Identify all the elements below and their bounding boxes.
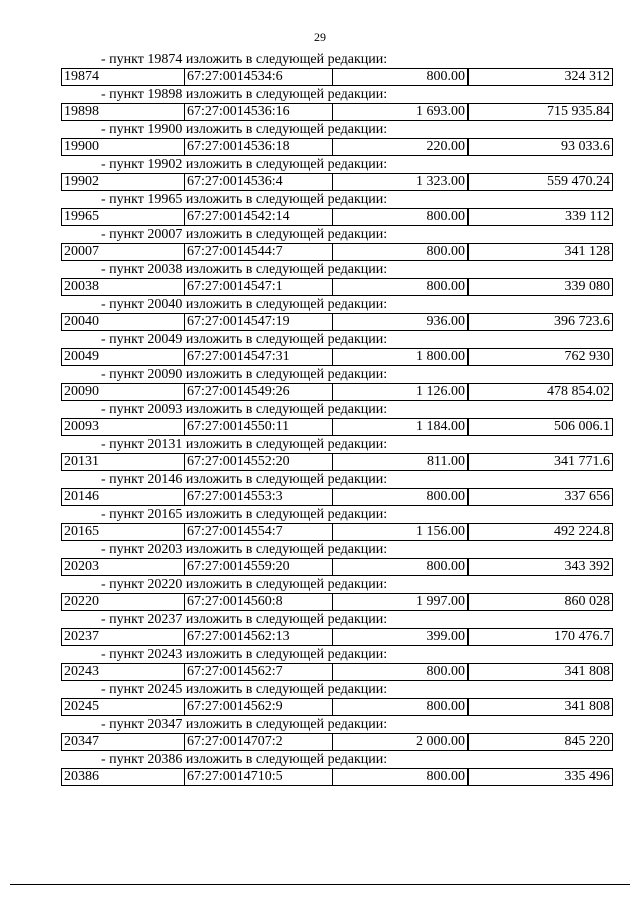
caption-suffix: изложить в следующей редакции: [185, 332, 388, 347]
cell-cadastral-value: 396 723.6 [554, 314, 610, 329]
cell-item-number: 20146 [62, 489, 185, 505]
caption-item-number: 20090 [147, 367, 183, 382]
cell-item-number: 20245 [62, 699, 185, 715]
caption-item-number: 20386 [147, 752, 183, 767]
cell-item-number: 20386 [62, 769, 185, 785]
cell-cadastral-value: 335 496 [564, 769, 610, 784]
caption-item-number: 19902 [147, 157, 183, 172]
table-row [61, 768, 613, 786]
caption-suffix: изложить в следующей редакции: [185, 262, 388, 277]
caption-prefix: - пункт [101, 332, 144, 347]
footer-rule [10, 884, 630, 885]
cell-cadastral-number: 67:27:0014547:19 [185, 314, 333, 330]
cell-area: 800.00 [333, 664, 469, 680]
cell-item-number: 20007 [62, 244, 185, 260]
cell-item-number: 19965 [62, 209, 185, 225]
caption-prefix: - пункт [101, 542, 144, 557]
caption-suffix: изложить в следующей редакции: [185, 717, 388, 732]
amendment-entry [61, 157, 613, 192]
amendments-list [61, 52, 613, 787]
cell-item-number: 20347 [62, 734, 185, 750]
amendment-caption [61, 472, 613, 488]
cell-item-number: 20049 [62, 349, 185, 365]
cell-cadastral-number: 67:27:0014536:4 [185, 174, 333, 190]
cell-area: 936.00 [333, 314, 469, 330]
amendment-caption [61, 577, 613, 593]
caption-prefix: - пункт [101, 507, 144, 522]
caption-prefix: - пункт [101, 682, 144, 697]
cell-area: 800.00 [333, 559, 469, 575]
caption-suffix: изложить в следующей редакции: [185, 682, 388, 697]
cell-cadastral-number: 67:27:0014542:14 [185, 209, 333, 225]
caption-suffix: изложить в следующей редакции: [185, 437, 388, 452]
cell-cadastral-value: 559 470.24 [547, 174, 610, 189]
cell-item-number: 20203 [62, 559, 185, 575]
table-row [61, 663, 613, 681]
amendment-entry [61, 717, 613, 752]
amendment-caption [61, 332, 613, 348]
table-row [61, 173, 613, 191]
table-row [61, 348, 613, 366]
caption-suffix: изложить в следующей редакции: [185, 647, 388, 662]
amendment-entry [61, 437, 613, 472]
amendment-entry [61, 472, 613, 507]
cell-area: 800.00 [333, 489, 469, 505]
caption-item-number: 20040 [147, 297, 183, 312]
cell-area: 399.00 [333, 629, 469, 645]
cell-item-number: 20131 [62, 454, 185, 470]
cell-item-number: 20038 [62, 279, 185, 295]
caption-prefix: - пункт [101, 612, 144, 627]
caption-suffix: изложить в следующей редакции: [185, 542, 388, 557]
cell-area: 800.00 [333, 244, 469, 260]
cell-cadastral-number: 67:27:0014707:2 [185, 734, 333, 750]
cell-area: 1 126.00 [333, 384, 469, 400]
caption-prefix: - пункт [101, 52, 144, 67]
caption-suffix: изложить в следующей редакции: [185, 297, 388, 312]
amendment-entry [61, 577, 613, 612]
amendment-caption [61, 402, 613, 418]
cell-cadastral-number: 67:27:0014536:16 [185, 104, 333, 120]
cell-item-number: 20165 [62, 524, 185, 540]
table-row [61, 523, 613, 541]
table-row [61, 138, 613, 156]
cell-item-number: 19902 [62, 174, 185, 190]
caption-prefix: - пункт [101, 752, 144, 767]
amendment-entry [61, 402, 613, 437]
cell-cadastral-number: 67:27:0014562:9 [185, 699, 333, 715]
cell-cadastral-value: 93 033.6 [561, 139, 610, 154]
caption-prefix: - пункт [101, 647, 144, 662]
cell-cadastral-value: 341 771.6 [554, 454, 610, 469]
table-row [61, 68, 613, 86]
amendment-entry [61, 227, 613, 262]
table-row [61, 593, 613, 611]
cell-item-number: 20237 [62, 629, 185, 645]
cell-cadastral-value: 339 112 [565, 209, 610, 224]
cell-cadastral-number: 67:27:0014547:31 [185, 349, 333, 365]
amendment-caption [61, 647, 613, 663]
caption-suffix: изложить в следующей редакции: [185, 227, 388, 242]
cell-area: 800.00 [333, 699, 469, 715]
caption-prefix: - пункт [101, 297, 144, 312]
caption-item-number: 20203 [147, 542, 183, 557]
caption-prefix: - пункт [101, 227, 144, 242]
caption-item-number: 20165 [147, 507, 183, 522]
caption-prefix: - пункт [101, 437, 144, 452]
cell-cadastral-number: 67:27:0014710:5 [185, 769, 333, 785]
cell-cadastral-number: 67:27:0014559:20 [185, 559, 333, 575]
cell-cadastral-number: 67:27:0014536:18 [185, 139, 333, 155]
cell-cadastral-number: 67:27:0014544:7 [185, 244, 333, 260]
cell-cadastral-value: 845 220 [564, 734, 610, 749]
table-row [61, 558, 613, 576]
cell-item-number: 20040 [62, 314, 185, 330]
amendment-caption [61, 52, 613, 68]
cell-area: 1 997.00 [333, 594, 469, 610]
cell-cadastral-value: 715 935.84 [547, 104, 610, 119]
amendment-caption [61, 682, 613, 698]
amendment-entry [61, 612, 613, 647]
caption-prefix: - пункт [101, 402, 144, 417]
cell-area: 1 693.00 [333, 104, 469, 120]
amendment-caption [61, 437, 613, 453]
caption-suffix: изложить в следующей редакции: [185, 52, 388, 67]
amendment-entry [61, 297, 613, 332]
caption-suffix: изложить в следующей редакции: [185, 87, 388, 102]
caption-suffix: изложить в следующей редакции: [185, 192, 388, 207]
cell-item-number: 19874 [62, 69, 185, 85]
caption-item-number: 20146 [147, 472, 183, 487]
amendment-entry [61, 52, 613, 87]
amendment-caption [61, 717, 613, 733]
cell-cadastral-value: 492 224.8 [554, 524, 610, 539]
cell-cadastral-value: 324 312 [564, 69, 610, 84]
cell-item-number: 20090 [62, 384, 185, 400]
cell-cadastral-number: 67:27:0014549:26 [185, 384, 333, 400]
amendment-entry [61, 682, 613, 717]
caption-prefix: - пункт [101, 717, 144, 732]
cell-area: 1 184.00 [333, 419, 469, 435]
cell-area: 800.00 [333, 769, 469, 785]
caption-item-number: 20245 [147, 682, 183, 697]
cell-cadastral-value: 337 656 [564, 489, 610, 504]
caption-item-number: 20237 [147, 612, 183, 627]
table-row [61, 278, 613, 296]
cell-cadastral-value: 762 930 [564, 349, 610, 364]
caption-item-number: 20131 [147, 437, 183, 452]
caption-suffix: изложить в следующей редакции: [185, 367, 388, 382]
amendment-caption [61, 507, 613, 523]
amendment-entry [61, 542, 613, 577]
caption-prefix: - пункт [101, 192, 144, 207]
table-row [61, 488, 613, 506]
caption-suffix: изложить в следующей редакции: [185, 402, 388, 417]
cell-item-number: 19900 [62, 139, 185, 155]
cell-cadastral-value: 343 392 [564, 559, 610, 574]
cell-cadastral-number: 67:27:0014562:13 [185, 629, 333, 645]
cell-area: 811.00 [333, 454, 469, 470]
cell-cadastral-value: 339 080 [564, 279, 610, 294]
caption-item-number: 20038 [147, 262, 183, 277]
amendment-caption [61, 122, 613, 138]
caption-item-number: 19874 [147, 52, 183, 67]
amendment-caption [61, 157, 613, 173]
amendment-caption [61, 752, 613, 768]
cell-area: 800.00 [333, 69, 469, 85]
caption-suffix: изложить в следующей редакции: [185, 577, 388, 592]
cell-cadastral-value: 170 476.7 [554, 629, 610, 644]
cell-cadastral-value: 341 808 [564, 699, 610, 714]
cell-item-number: 20220 [62, 594, 185, 610]
table-row [61, 383, 613, 401]
amendment-entry [61, 87, 613, 122]
amendment-entry [61, 332, 613, 367]
caption-prefix: - пункт [101, 367, 144, 382]
caption-suffix: изложить в следующей редакции: [185, 612, 388, 627]
cell-cadastral-value: 341 128 [564, 244, 610, 259]
caption-prefix: - пункт [101, 577, 144, 592]
cell-item-number: 20243 [62, 664, 185, 680]
cell-area: 2 000.00 [333, 734, 469, 750]
caption-suffix: изложить в следующей редакции: [185, 752, 388, 767]
caption-suffix: изложить в следующей редакции: [185, 157, 388, 172]
amendment-entry [61, 192, 613, 227]
cell-item-number: 20093 [62, 419, 185, 435]
amendment-caption [61, 87, 613, 103]
cell-area: 220.00 [333, 139, 469, 155]
table-row [61, 733, 613, 751]
amendment-caption [61, 612, 613, 628]
table-row [61, 313, 613, 331]
cell-cadastral-value: 506 006.1 [554, 419, 610, 434]
caption-prefix: - пункт [101, 262, 144, 277]
amendment-caption [61, 367, 613, 383]
cell-cadastral-number: 67:27:0014553:3 [185, 489, 333, 505]
amendment-entry [61, 507, 613, 542]
cell-cadastral-number: 67:27:0014534:6 [185, 69, 333, 85]
cell-cadastral-number: 67:27:0014562:7 [185, 664, 333, 680]
table-row [61, 243, 613, 261]
caption-prefix: - пункт [101, 472, 144, 487]
cell-cadastral-number: 67:27:0014547:1 [185, 279, 333, 295]
cell-area: 800.00 [333, 209, 469, 225]
caption-item-number: 20007 [147, 227, 183, 242]
cell-area: 1 800.00 [333, 349, 469, 365]
caption-item-number: 19898 [147, 87, 183, 102]
cell-area: 1 323.00 [333, 174, 469, 190]
amendment-caption [61, 297, 613, 313]
amendment-entry [61, 122, 613, 157]
caption-item-number: 19900 [147, 122, 183, 137]
page-number: 29 [314, 30, 326, 44]
cell-area: 800.00 [333, 279, 469, 295]
cell-cadastral-value: 478 854.02 [547, 384, 610, 399]
amendment-entry [61, 647, 613, 682]
table-row [61, 453, 613, 471]
caption-item-number: 19965 [147, 192, 183, 207]
amendment-caption [61, 227, 613, 243]
caption-item-number: 20093 [147, 402, 183, 417]
cell-cadastral-number: 67:27:0014554:7 [185, 524, 333, 540]
caption-suffix: изложить в следующей редакции: [185, 507, 388, 522]
amendment-caption [61, 542, 613, 558]
amendment-entry [61, 262, 613, 297]
caption-prefix: - пункт [101, 87, 144, 102]
caption-suffix: изложить в следующей редакции: [185, 472, 388, 487]
caption-item-number: 20347 [147, 717, 183, 732]
cell-area: 1 156.00 [333, 524, 469, 540]
cell-cadastral-value: 341 808 [564, 664, 610, 679]
caption-prefix: - пункт [101, 122, 144, 137]
caption-item-number: 20243 [147, 647, 183, 662]
table-row [61, 103, 613, 121]
table-row [61, 698, 613, 716]
caption-prefix: - пункт [101, 157, 144, 172]
table-row [61, 628, 613, 646]
caption-suffix: изложить в следующей редакции: [185, 122, 388, 137]
amendment-entry [61, 752, 613, 787]
cell-cadastral-number: 67:27:0014560:8 [185, 594, 333, 610]
caption-item-number: 20049 [147, 332, 183, 347]
amendment-entry [61, 367, 613, 402]
cell-cadastral-number: 67:27:0014552:20 [185, 454, 333, 470]
caption-item-number: 20220 [147, 577, 183, 592]
cell-item-number: 19898 [62, 104, 185, 120]
table-row [61, 418, 613, 436]
cell-cadastral-number: 67:27:0014550:11 [185, 419, 333, 435]
table-row [61, 208, 613, 226]
amendment-caption [61, 262, 613, 278]
amendment-caption [61, 192, 613, 208]
cell-cadastral-value: 860 028 [564, 594, 610, 609]
